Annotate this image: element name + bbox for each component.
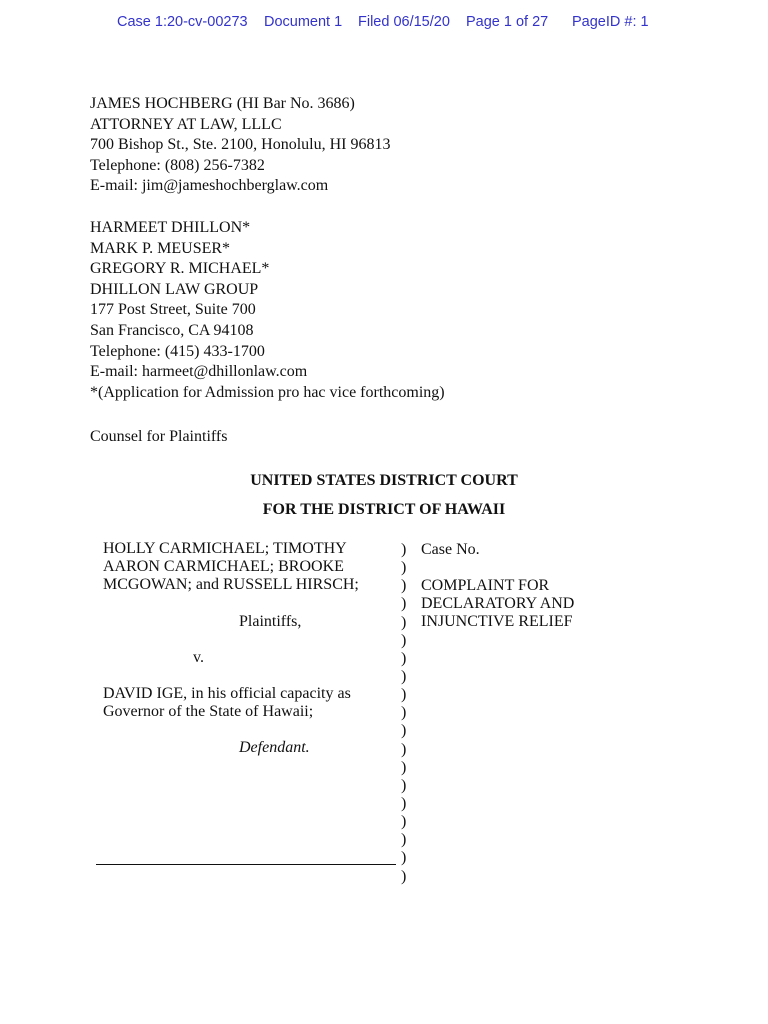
header-page-id: PageID #: 1 — [572, 14, 649, 30]
caption-paren: ) — [401, 758, 407, 776]
dhillon-line: HARMEET DHILLON* — [90, 219, 251, 236]
court-name: UNITED STATES DISTRICT COURT — [250, 472, 518, 489]
counsel-for-plaintiffs: Counsel for Plaintiffs — [90, 428, 228, 445]
attorney-line: 700 Bishop St., Ste. 2100, Honolulu, HI 96813 — [90, 136, 391, 154]
plaintiffs-name-line: HOLLY CARMICHAEL; TIMOTHY — [103, 540, 347, 557]
attorney-block — [90, 94, 390, 197]
caption-paren-column — [401, 541, 406, 886]
caption-paren: ) — [401, 631, 407, 649]
caption-underline — [96, 864, 396, 865]
dhillon-block — [90, 218, 445, 403]
caption-paren: ) — [401, 849, 407, 867]
caption-paren: ) — [401, 577, 407, 595]
caption-paren: ) — [401, 686, 407, 704]
header-page-count: Page 1 of 27 — [466, 14, 549, 30]
plaintiffs-name-line: AARON CARMICHAEL; BROOKE — [103, 558, 344, 575]
caption-paren: ) — [401, 595, 407, 613]
plaintiffs-label: Plaintiffs, — [239, 613, 302, 630]
caption-paren: ) — [401, 831, 407, 849]
complaint-title-line: DECLARATORY AND — [421, 595, 575, 612]
dhillon-line: San Francisco, CA 94108 — [90, 321, 254, 339]
dhillon-line: MARK P. MEUSER* — [90, 239, 231, 257]
plaintiffs-names — [103, 540, 359, 594]
caption-paren: ) — [401, 740, 407, 758]
defendant-name-line: DAVID IGE, in his official capacity as — [103, 685, 351, 702]
attorney-line: Telephone: (808) 256-7382 — [90, 156, 265, 174]
dhillon-line: Telephone: (415) 433-1700 — [90, 342, 265, 360]
complaint-title-line: INJUNCTIVE RELIEF — [421, 613, 573, 630]
defendant-name-line: Governor of the State of Hawaii; — [103, 703, 314, 720]
header-filed-date: Filed 06/15/20 — [358, 14, 450, 30]
versus: v. — [193, 649, 204, 666]
attorney-line: E-mail: jim@jameshochberglaw.com — [90, 177, 329, 195]
header-case-number: Case 1:20-cv-00273 — [117, 14, 248, 30]
attorney-line: JAMES HOCHBERG (HI Bar No. 3686) — [90, 95, 355, 112]
header-document: Document 1 — [264, 14, 343, 30]
defendant-label: Defendant. — [239, 739, 310, 756]
caption-paren: ) — [401, 813, 407, 831]
case-number-label: Case No. — [421, 541, 480, 558]
caption-paren: ) — [401, 794, 407, 812]
caption-paren: ) — [401, 704, 407, 722]
caption-paren: ) — [401, 649, 407, 667]
court-district: FOR THE DISTRICT OF HAWAII — [262, 501, 506, 518]
attorney-line: ATTORNEY AT LAW, LLLC — [90, 115, 282, 133]
ecf-header — [0, 14, 768, 36]
caption-paren: ) — [401, 613, 407, 631]
dhillon-line: *(Application for Admission pro hac vice forthcoming) — [90, 383, 445, 401]
dhillon-line: DHILLON LAW GROUP — [90, 280, 259, 298]
complaint-title-line: COMPLAINT FOR — [421, 577, 550, 594]
caption-paren: ) — [401, 559, 407, 577]
dhillon-line: E-mail: harmeet@dhillonlaw.com — [90, 363, 308, 381]
complaint-title — [421, 577, 574, 631]
caption-paren: ) — [401, 667, 407, 685]
caption-paren: ) — [401, 776, 407, 794]
caption-paren: ) — [401, 541, 407, 558]
plaintiffs-name-line: MCGOWAN; and RUSSELL HIRSCH; — [103, 576, 359, 593]
dhillon-line: 177 Post Street, Suite 700 — [90, 301, 256, 319]
caption-paren: ) — [401, 867, 407, 885]
defendant-names — [103, 685, 351, 721]
caption-paren: ) — [401, 722, 407, 740]
dhillon-line: GREGORY R. MICHAEL* — [90, 260, 270, 278]
